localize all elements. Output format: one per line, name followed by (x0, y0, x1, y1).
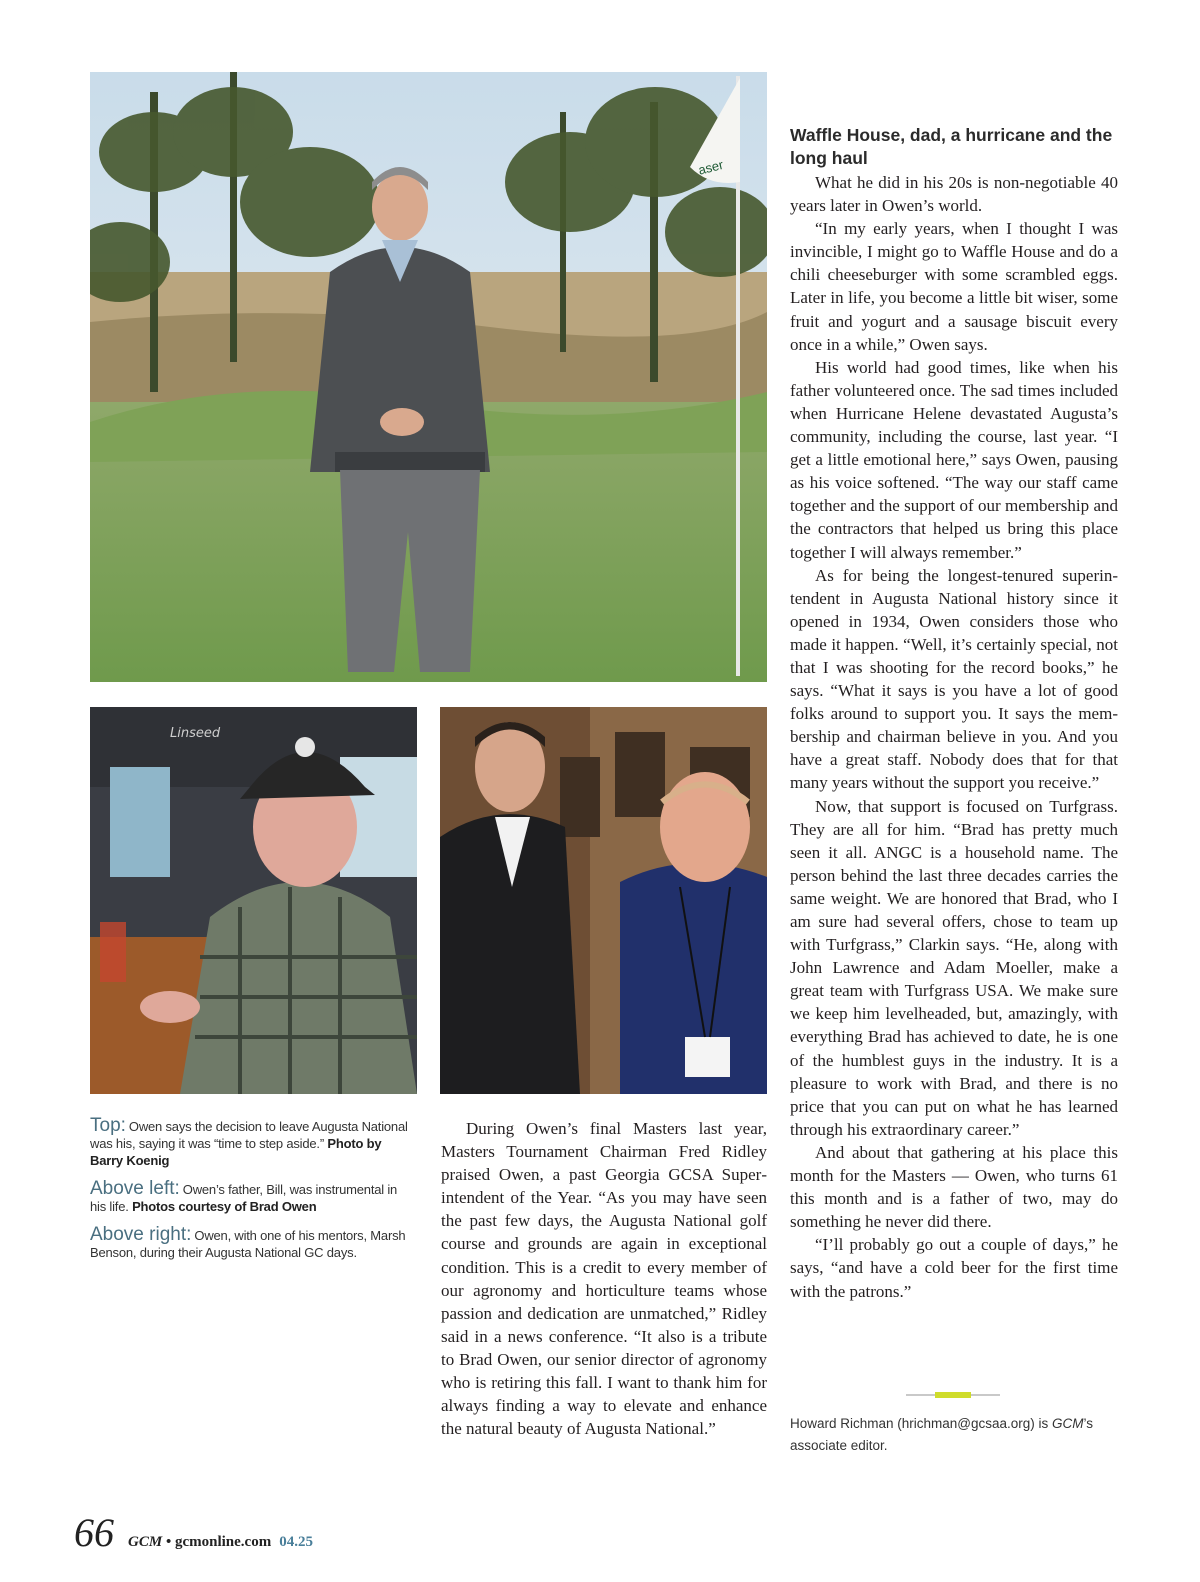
paragraph: “I’ll probably go out a couple of days,” he says, “and have a cold beer for the first time with the patrons.” (790, 1235, 1118, 1301)
publication-line (128, 1534, 313, 1551)
photo-credit: Photo by Barry Koenig (90, 1136, 382, 1168)
photo-captions (90, 1117, 408, 1272)
bio-text: Howard Richman (hrichman@gcsaa.org) is (790, 1416, 1053, 1431)
page-number: 66 (74, 1510, 114, 1555)
end-divider-accent (935, 1392, 971, 1398)
photo-owens-father (90, 707, 417, 1094)
paragraph: What he did in his 20s is non-negotiable 40 years later in Owen’s world. (790, 173, 1118, 216)
paragraph: Now, that support is focused on Turfgrass. They are all for him. “Brad has pretty much seen it all. ANGC is a household name. The person behind the last three decades carries the same weight. We are honored that Brad, who I am sure had several offers, chose to team up with Turfgrass,” Clarkin says. “He, along with John Lawrence and Adam Moeller, make a great team with Turfgrass USA. We make sure we keep him levelheaded, but, amazingly, with everything Brad has achieved to date, he is one of the humblest guys in the industry. It is a pleasure to work with Brad, and there is no price that you can put on what he has learned through his extraordinary career.” (790, 796, 1118, 1139)
article-right-column (790, 124, 1118, 1303)
svg-text:aser: aser (696, 156, 725, 178)
paragraph: During Owen’s final Masters last year, Masters Tournament Chairman Fred Ridley praised Owen, a past Georgia GCSA Superintendent of the Year. “As you may have seen the past few days, the Augusta National golf course and grounds are again in exceptional condition. This is a credit to every member of our agronomy and horticulture teams whose passion and dedication are unmatched,” Ridley said in a news conference. “It also is a tribute to Brad Owen, our senior director of agronomy who is retiring this fall. I want to thank him for always finding a way to elevate and enhance the natural beauty of Augusta National.” (441, 1119, 767, 1439)
caption-text: Owen’s father, Bill, was instrumental in his life. (90, 1182, 398, 1214)
caption-above-left (90, 1180, 408, 1215)
bio-text-end: ’s associate editor. (790, 1416, 1094, 1453)
website: gcmonline.com (174, 1534, 272, 1550)
caption-top (90, 1117, 408, 1169)
issue-date: 04.25 (279, 1534, 313, 1550)
caption-above-right (90, 1226, 408, 1261)
photo-owen-on-green (90, 72, 767, 682)
paragraph: And about that gathering at his place this month for the Masters — Owen, who turns 61 this month and is a father of two, may do something he never did there. (790, 1142, 1118, 1232)
photo-credit: Photos courtesy of Brad Owen (132, 1199, 317, 1214)
caption-lead: Above right: (90, 1224, 192, 1245)
svg-text:Linseed: Linseed (170, 726, 221, 741)
paragraph: As for being the longest-tenured superintendent in Augusta National history since it opened in 1934, Owen considers those who made it happen. “Well, it’s certainly special, not that I was shooting for the record books,” he says. “What it says is you have a lot of good folks around to support you. It says the membership and chairman believe in you. And you have a great staff. Nobody does that for that many years without the support you receive.” (790, 565, 1118, 793)
article-body-right (790, 171, 1118, 1303)
magazine-name: GCM (128, 1534, 163, 1550)
section-subhead: Waffle House, dad, a hurricane and the long haul (790, 125, 1113, 168)
separator: • (162, 1534, 175, 1550)
caption-lead: Top: (90, 1115, 126, 1136)
article-body-middle (441, 1117, 767, 1440)
caption-text: Owen says the decision to leave Augusta National was his, saying it was “time to step aside.” (90, 1119, 408, 1151)
paragraph: His world had good times, like when his father volunteered once. The sad times included when Hurricane Helene devastated Augusta’s community, including the course, last year. “I get a little emotional here,” says Owen, pausing as his voice softened. “The way our staff came together and the support of our membership and the contractors that helped us bring this place together I will always remember.” (790, 357, 1118, 562)
caption-lead: Above left: (90, 1178, 180, 1199)
bio-magazine: GCM (1052, 1416, 1084, 1431)
paragraph: “In my early years, when I thought I was invincible, I might go to Waffle House and do a chili cheeseburger with some scrambled eggs. Later in life, you become a little bit wiser, some fruit and yogurt and a sausage biscuit every once in a while,” Owen says. (790, 219, 1118, 354)
caption-text: Owen, with one of his mentors, Marsh Benson, during their Augusta National GC days. (90, 1228, 406, 1260)
author-bio (790, 1413, 1120, 1457)
photo-owen-with-mentor (440, 707, 767, 1094)
page-footer (74, 1509, 313, 1556)
